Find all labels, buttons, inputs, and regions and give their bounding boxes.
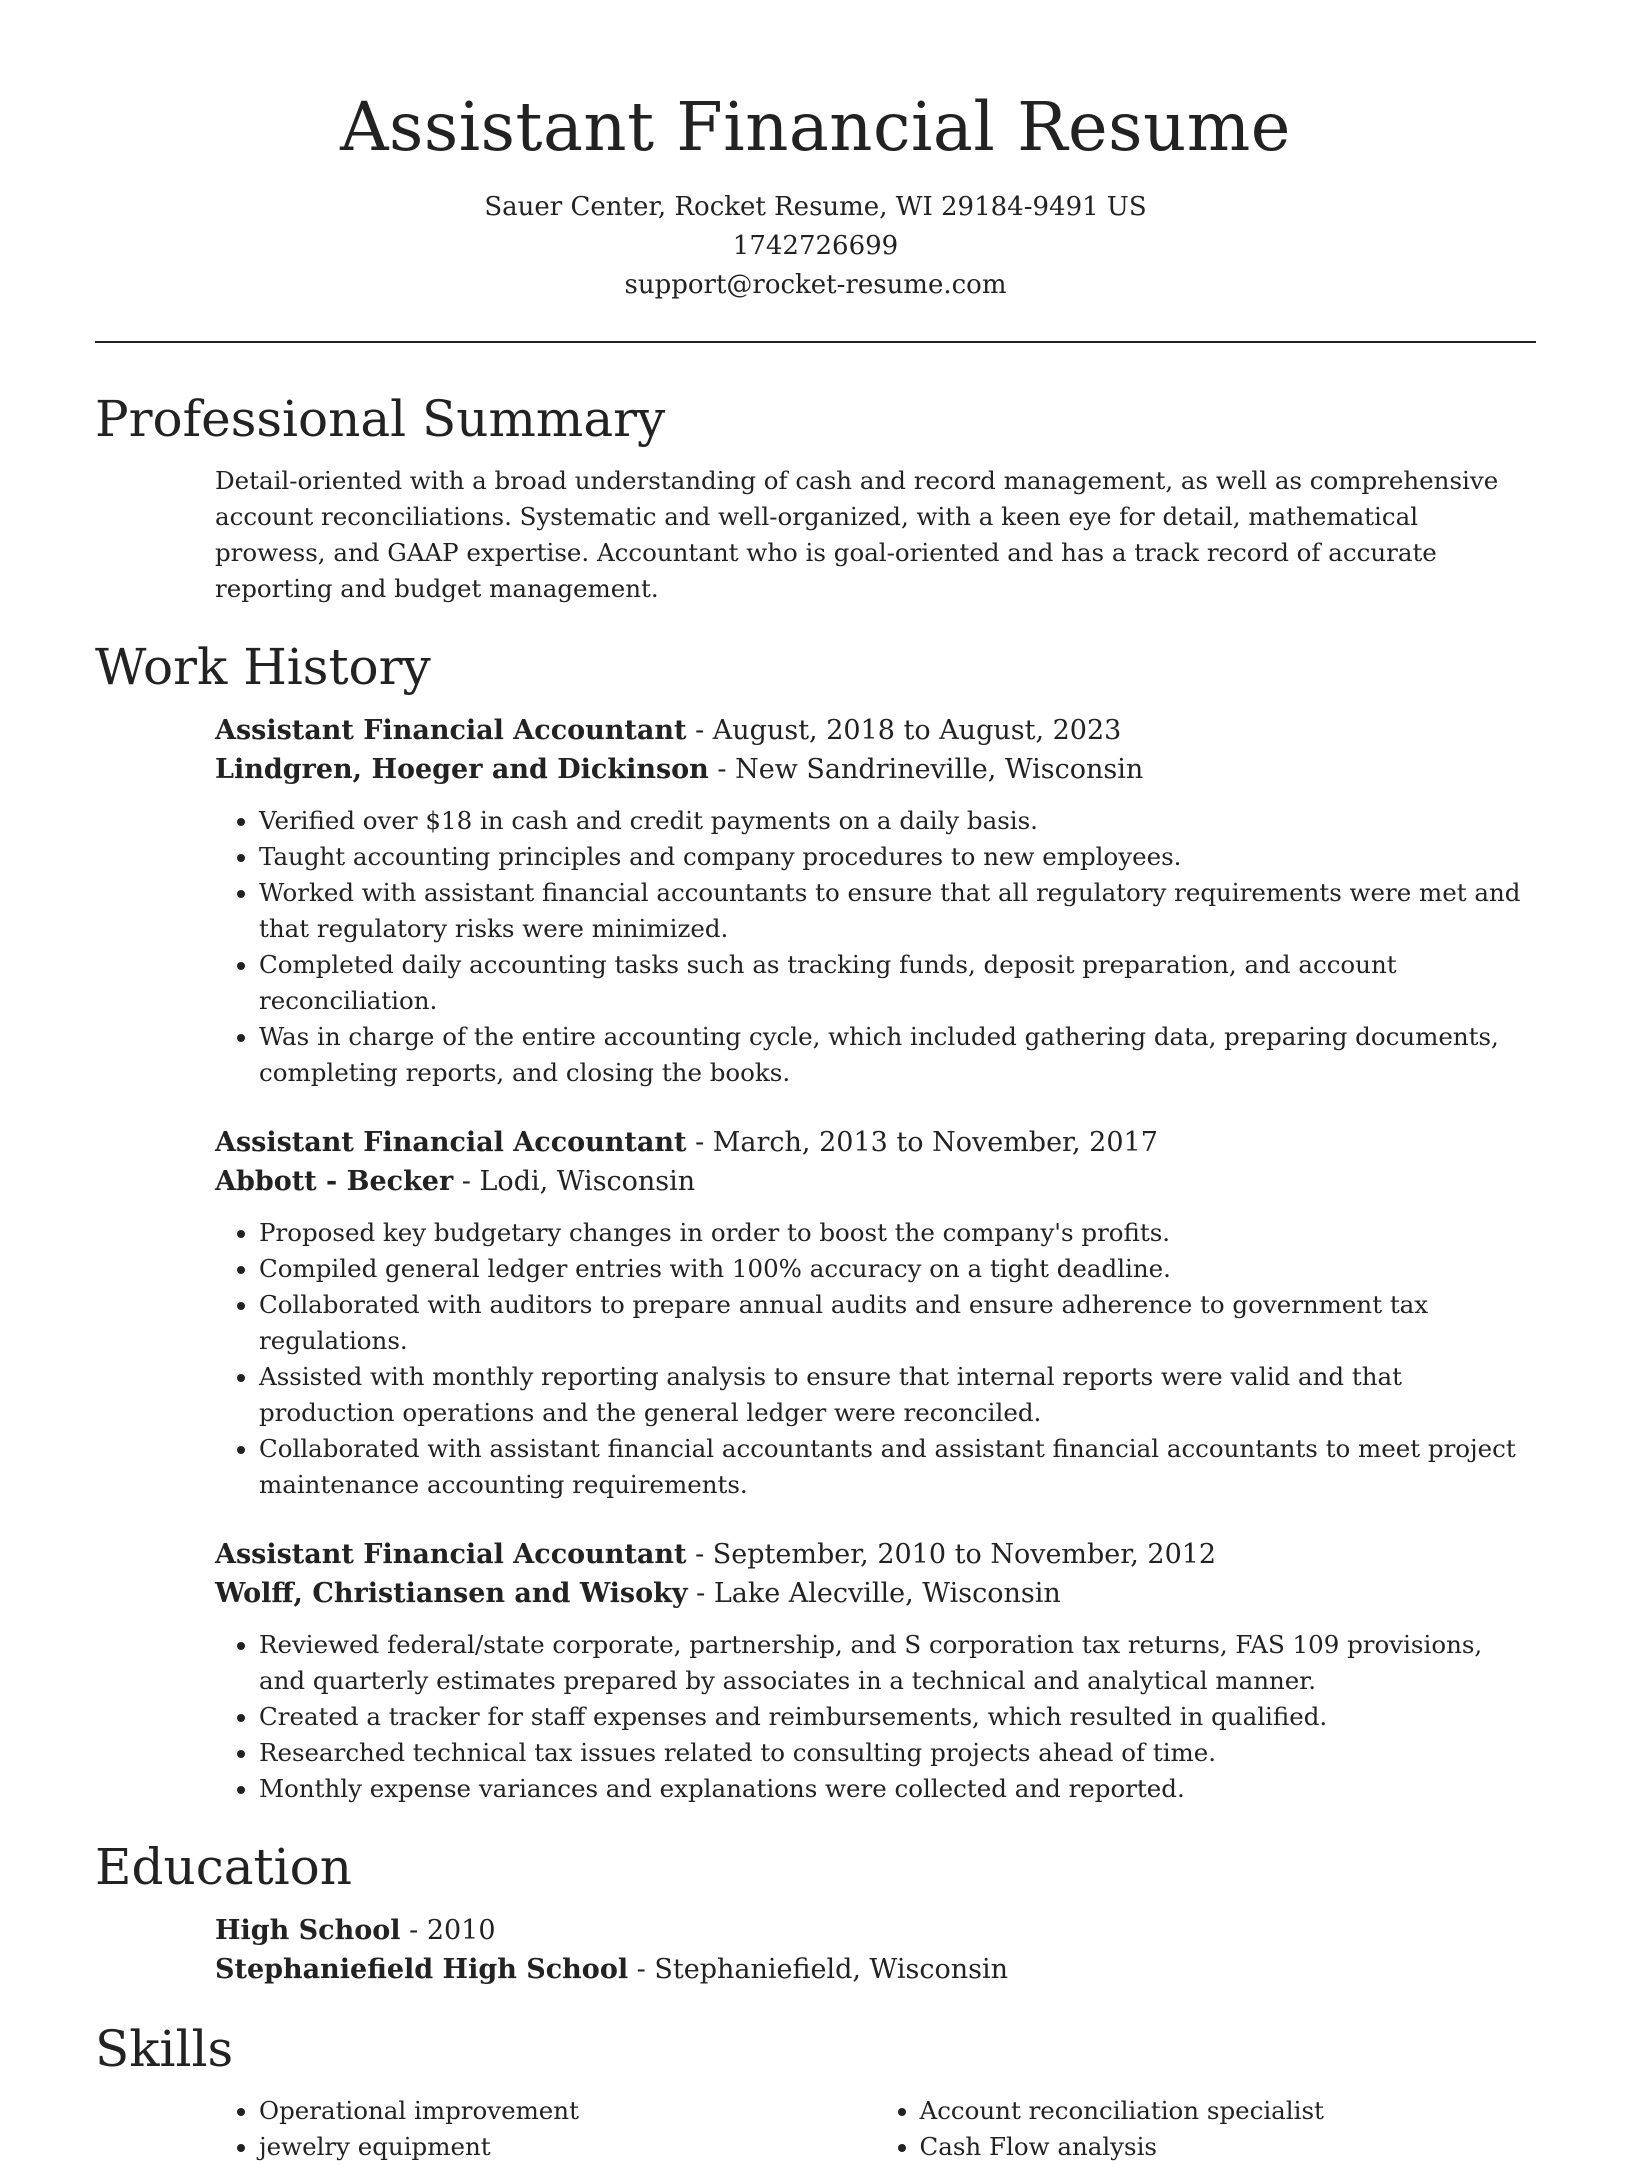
job-bullets	[215, 803, 1536, 1091]
job-title-line	[215, 1535, 1536, 1574]
job-entry	[215, 1123, 1536, 1503]
job-bullet: • Assisted with monthly reporting analysis to ensure that internal reports were valid and that production operations and the general ledger were reconciled.	[259, 1359, 1536, 1431]
skills-right-list	[876, 2093, 1537, 2165]
education-school-line	[215, 1950, 1536, 1989]
job-bullet: • Collaborated with assistant financial accountants and assistant financial accountants to meet project maintenance accounting requirements.	[259, 1431, 1536, 1503]
job-bullet: • Verified over $18 in cash and credit payments on a daily basis.	[259, 803, 1536, 839]
education-degree: High School	[215, 1915, 401, 1946]
job-title-line	[215, 711, 1536, 750]
job-bullets	[215, 1215, 1536, 1503]
header-divider	[95, 341, 1536, 343]
job-bullet: • Taught accounting principles and company procedures to new employees.	[259, 839, 1536, 875]
job-bullet: • Proposed key budgetary changes in order to boost the company's profits.	[259, 1215, 1536, 1251]
skill-item: • Account reconciliation specialist	[920, 2093, 1537, 2129]
job-title-line	[215, 1123, 1536, 1162]
education-heading: Education	[95, 1838, 352, 1896]
skill-item: • Cash Flow analysis	[920, 2129, 1537, 2165]
summary-heading: Professional Summary	[95, 390, 666, 448]
education-location: - Stephaniefield, Wisconsin	[628, 1954, 1008, 1985]
job-bullet: • Compiled general ledger entries with 100% accuracy on a tight deadline.	[259, 1251, 1536, 1287]
job-location: - Lake Alecville, Wisconsin	[687, 1578, 1061, 1609]
resume-header	[95, 0, 1536, 305]
skills-columns	[215, 2093, 1536, 2165]
job-company: Wolff, Christiansen and Wisoky	[215, 1578, 688, 1609]
job-dates: - August, 2018 to August, 2023	[686, 715, 1122, 746]
resume-page	[95, 0, 1536, 2165]
job-company-line	[215, 750, 1536, 789]
job-bullet: • Collaborated with auditors to prepare annual audits and ensure adherence to government tax regulations.	[259, 1287, 1536, 1359]
education-school: Stephaniefield High School	[215, 1954, 629, 1985]
job-position: Assistant Financial Accountant	[215, 1127, 687, 1158]
job-bullet: • Completed daily accounting tasks such as tracking funds, deposit preparation, and account reconciliation.	[259, 947, 1536, 1019]
job-bullet: • Researched technical tax issues related to consulting projects ahead of time.	[259, 1735, 1536, 1771]
skills-left-list	[215, 2093, 876, 2165]
resume-title: Assistant Financial Resume	[340, 88, 1291, 166]
summary-section	[95, 385, 1536, 607]
summary-text: Detail-oriented with a broad understanding of cash and record management, as well as comprehensive account reconciliations. Systematic and well-organized, with a keen eye for detail, mathematical prowess, and GAAP expertise. Accountant who is goal-oriented and has a track record of accurate reporting and budget management.	[215, 466, 1499, 603]
education-degree-line	[215, 1911, 1536, 1950]
job-entry	[215, 1535, 1536, 1807]
job-bullet: • Created a tracker for staff expenses and reimbursements, which resulted in qualified.	[259, 1699, 1536, 1735]
job-entry	[215, 711, 1536, 1091]
education-year: - 2010	[400, 1915, 496, 1946]
education-entry	[215, 1911, 1536, 1989]
job-bullets	[215, 1627, 1536, 1807]
work-history-heading: Work History	[95, 638, 431, 696]
contact-block	[95, 188, 1536, 305]
contact-address: Sauer Center, Rocket Resume, WI 29184-9491 US	[484, 192, 1147, 222]
job-company: Abbott - Becker	[215, 1166, 454, 1197]
job-dates: - March, 2013 to November, 2017	[686, 1127, 1158, 1158]
contact-phone: 1742726699	[732, 231, 899, 261]
skill-item: • jewelry equipment	[259, 2129, 876, 2165]
job-bullet: • Worked with assistant financial accountants to ensure that all regulatory requirements were met and that regulatory risks were minimized.	[259, 875, 1536, 947]
skills-heading: Skills	[95, 2020, 234, 2078]
contact-email: support@rocket-resume.com	[624, 270, 1007, 300]
skills-section	[95, 2015, 1536, 2165]
work-history-section	[95, 633, 1536, 1807]
job-bullet: • Reviewed federal/state corporate, partnership, and S corporation tax returns, FAS 109 provisions, and quarterly estimates prepared by associates in a technical and analytical manner.	[259, 1627, 1536, 1699]
job-company-line	[215, 1574, 1536, 1613]
job-bullet: • Was in charge of the entire accounting cycle, which included gathering data, preparing documents, completing reports, and closing the books.	[259, 1019, 1536, 1091]
job-dates: - September, 2010 to November, 2012	[686, 1539, 1217, 1570]
job-position: Assistant Financial Accountant	[215, 1539, 687, 1570]
job-bullet: • Monthly expense variances and explanations were collected and reported.	[259, 1771, 1536, 1807]
job-position: Assistant Financial Accountant	[215, 715, 687, 746]
skill-item: • Operational improvement	[259, 2093, 876, 2129]
job-company: Lindgren, Hoeger and Dickinson	[215, 754, 709, 785]
job-location: - Lodi, Wisconsin	[453, 1166, 696, 1197]
job-company-line	[215, 1162, 1536, 1201]
education-section	[95, 1833, 1536, 1989]
job-location: - New Sandrineville, Wisconsin	[708, 754, 1144, 785]
